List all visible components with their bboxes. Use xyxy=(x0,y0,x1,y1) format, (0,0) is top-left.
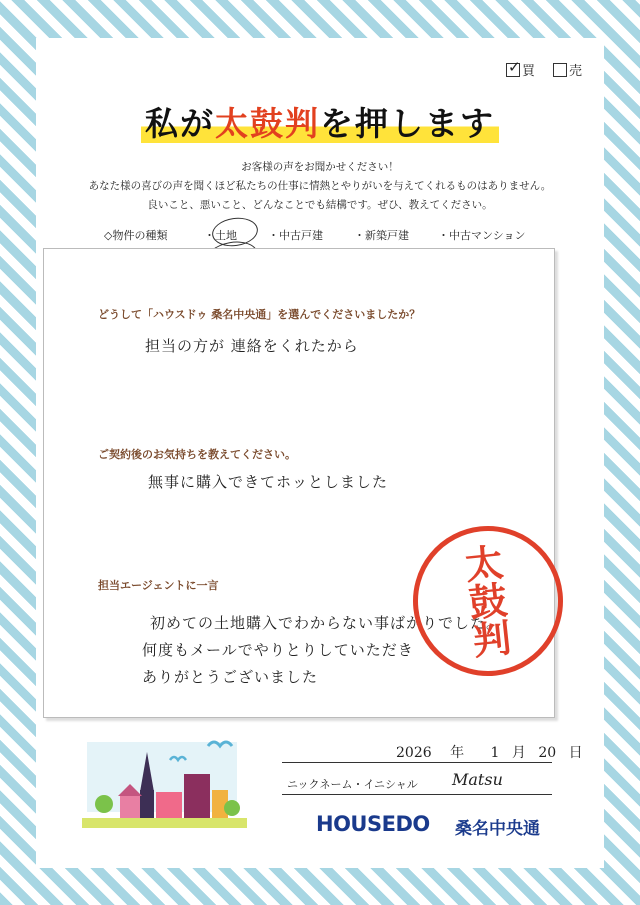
nickname-value[interactable]: Matsu xyxy=(452,770,503,789)
intro-line: お客様の声をお聞かせください！ xyxy=(241,161,399,173)
checkbox-icon xyxy=(553,63,567,77)
date-month-unit: 月 xyxy=(511,745,526,761)
answer-text: 担当の方が 連絡をくれたから xyxy=(145,337,359,355)
question-label: どうして「ハウスドゥ 桑名中央通」を選んでくださいましたか？ xyxy=(98,308,421,321)
date-underline xyxy=(282,762,552,763)
housedo-logo: HOUSEDO xyxy=(316,812,430,836)
shop-building xyxy=(156,792,182,820)
page-title xyxy=(36,98,604,145)
date-field[interactable] xyxy=(396,742,583,762)
stamp-char: 判 xyxy=(470,615,514,664)
date-year: 2026 xyxy=(396,745,432,761)
date-month: 1 xyxy=(490,745,500,761)
buy-label: 買 xyxy=(522,64,536,79)
nickname-label: ニックネーム・イニシャル xyxy=(287,778,418,791)
option-used-mansion[interactable]: ・中古マンション xyxy=(438,229,526,242)
sell-checkbox[interactable] xyxy=(553,60,582,79)
checkmark-icon: ✓ xyxy=(508,58,521,76)
option-land[interactable]: ・土地 xyxy=(204,229,237,242)
nickname-underline xyxy=(282,794,552,795)
question-label: 担当エージェントに一言 xyxy=(98,579,219,592)
sell-label: 売 xyxy=(569,64,583,79)
title-highlight: 太鼓判 xyxy=(215,104,320,143)
property-type-label: ◇物件の種類 xyxy=(104,229,168,242)
tower-building xyxy=(140,790,154,820)
answer-text: 無事に購入できてホッとしました xyxy=(148,473,389,491)
buy-checkbox[interactable] xyxy=(506,60,535,79)
title-part2: を押します xyxy=(320,104,495,143)
title-part1: 私が xyxy=(145,104,215,143)
date-year-unit: 年 xyxy=(450,745,465,761)
stamp-char: 太 xyxy=(462,540,506,589)
intro-line: 良いこと、悪いこと、どんなことでも結構です。ぜひ、教えてください。 xyxy=(147,199,493,211)
stamp-char: 鼓 xyxy=(466,578,510,626)
date-day: 20 xyxy=(538,745,557,761)
date-day-unit: 日 xyxy=(568,745,583,761)
tree-icon xyxy=(224,800,240,816)
intro-line: あなた様の喜びの声を聞くほど私たちの仕事に情熱とやりがいを与えてくれるものはありません。 xyxy=(88,180,552,192)
branch-name: 桑名中央通 xyxy=(455,819,540,839)
question-label: ご契約後のお気持ちを教えてください。 xyxy=(98,448,296,461)
house-building xyxy=(120,794,140,820)
town-illustration xyxy=(82,732,252,832)
answer-text: ありがとうございました xyxy=(142,668,319,686)
answer-text: 初めての土地購入でわからない事ばかりでした。 xyxy=(150,614,503,632)
answer-text: 何度もメールでやりとりしていただき xyxy=(142,641,414,659)
checkbox-icon xyxy=(506,58,521,77)
ground xyxy=(82,818,247,828)
tree-icon xyxy=(95,795,113,813)
option-new-house[interactable]: ・新築戸建 xyxy=(354,229,409,242)
option-used-house[interactable]: ・中古戸建 xyxy=(268,229,323,242)
apartment-building xyxy=(184,774,210,820)
